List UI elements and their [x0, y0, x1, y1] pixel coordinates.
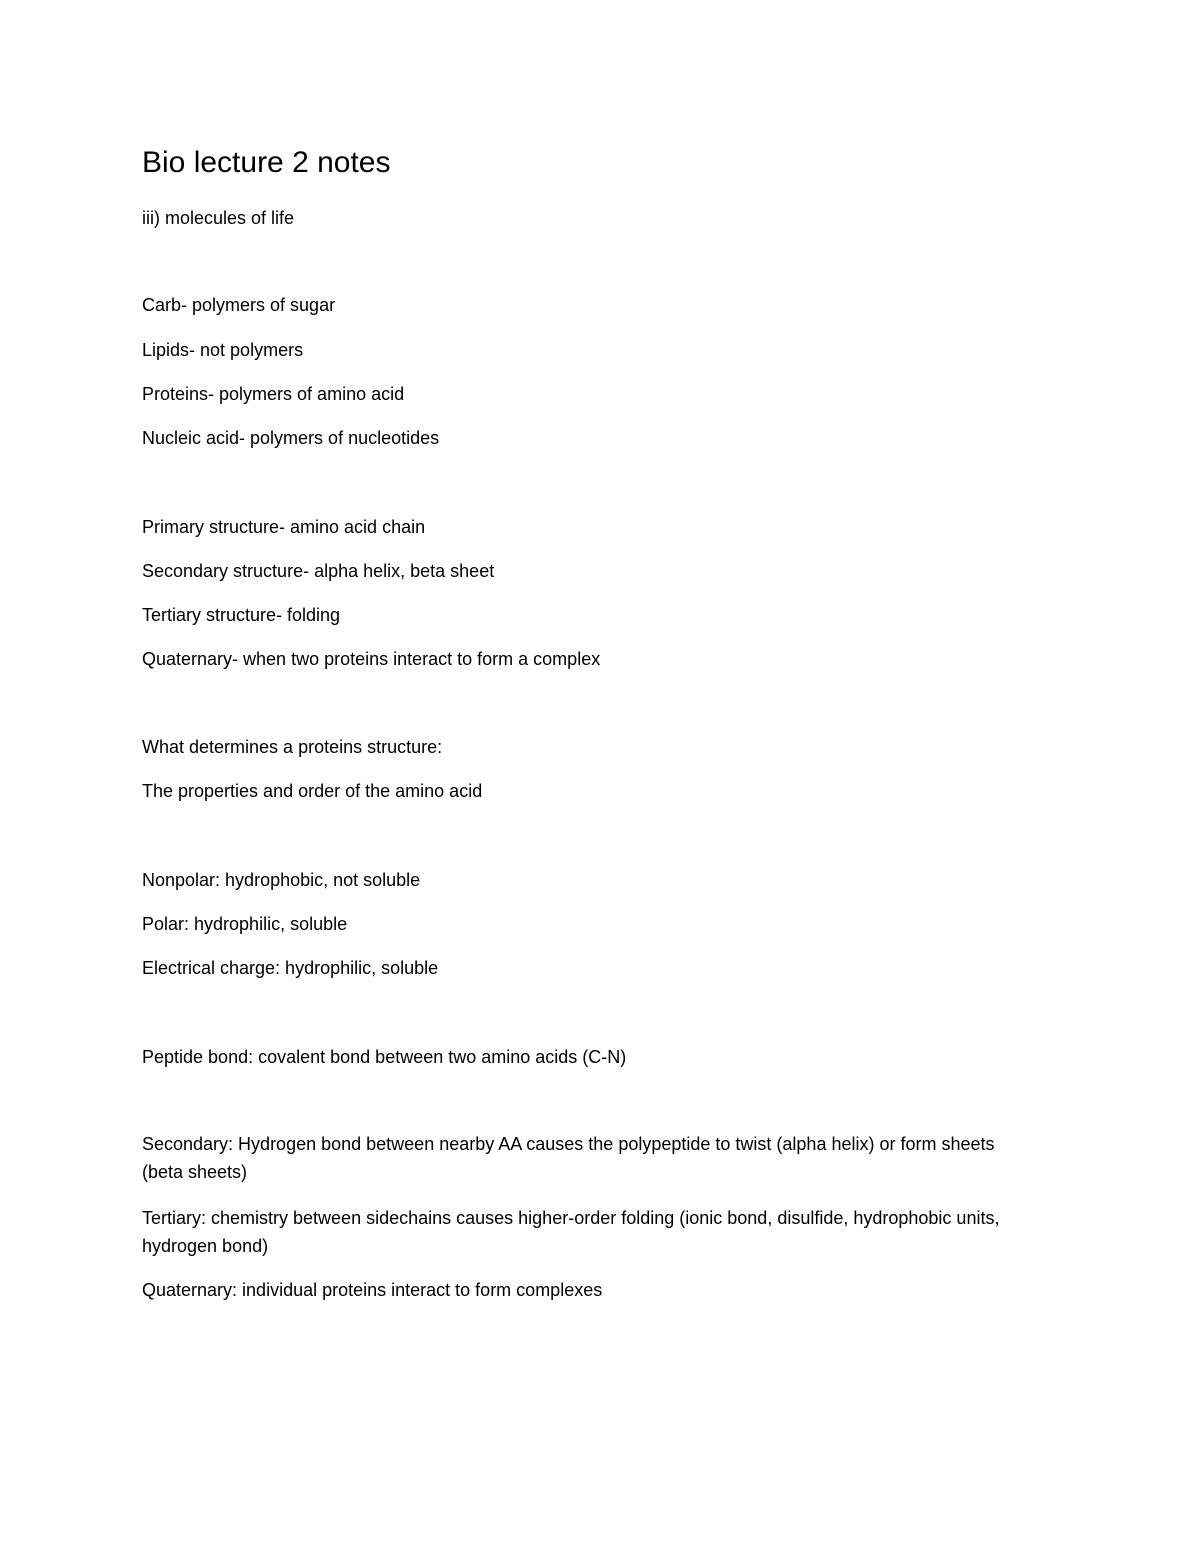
structure-tertiary: Tertiary structure- folding — [142, 605, 341, 625]
determines-question: What determines a proteins structure: — [142, 737, 443, 757]
determines-answer: The properties and order of the amino acid — [142, 781, 483, 801]
section-subtitle: iii) molecules of life — [142, 208, 295, 228]
page-title: Bio lecture 2 notes — [142, 146, 391, 179]
property-electrical-charge: Electrical charge: hydrophilic, soluble — [142, 958, 439, 978]
structure-secondary: Secondary structure- alpha helix, beta sheet — [142, 561, 495, 581]
property-polar: Polar: hydrophilic, soluble — [142, 914, 348, 934]
detail-secondary: Secondary: Hydrogen bond between nearby AA causes the polypeptide to twist (alpha helix) or form sheets (beta sheets) — [142, 1134, 995, 1182]
detail-tertiary: Tertiary: chemistry between sidechains causes higher-order folding (ionic bond, disulfide, hydrophobic units, hydrogen bond) — [142, 1208, 1000, 1256]
peptide-bond-note: Peptide bond: covalent bond between two amino acids (C-N) — [142, 1047, 627, 1067]
macromolecule-carb: Carb- polymers of sugar — [142, 295, 336, 315]
macromolecule-nucleic-acid: Nucleic acid- polymers of nucleotides — [142, 428, 440, 448]
property-nonpolar: Nonpolar: hydrophobic, not soluble — [142, 870, 421, 890]
macromolecule-lipids: Lipids- not polymers — [142, 340, 304, 360]
macromolecule-proteins: Proteins- polymers of amino acid — [142, 384, 405, 404]
structure-primary: Primary structure- amino acid chain — [142, 517, 426, 537]
structure-quaternary: Quaternary- when two proteins interact to form a complex — [142, 649, 601, 669]
detail-quaternary: Quaternary: individual proteins interact to form complexes — [142, 1280, 603, 1300]
